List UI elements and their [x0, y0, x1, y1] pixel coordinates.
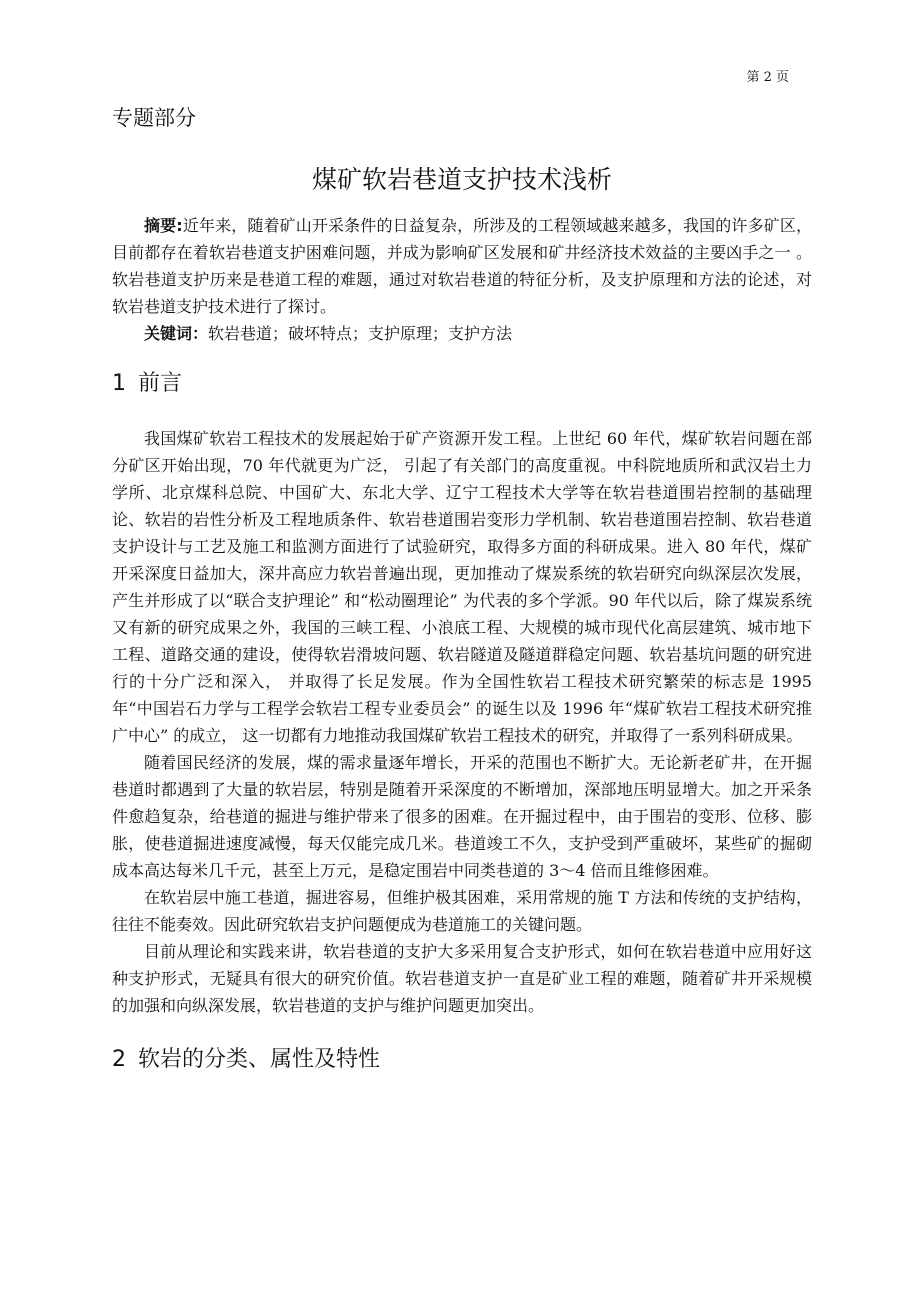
- keywords-paragraph: [112, 320, 812, 347]
- keywords-label: 关键词：: [144, 324, 209, 343]
- document-title: 煤矿软岩巷道支护技术浅析: [311, 165, 612, 194]
- document-body: [112, 104, 812, 1101]
- section-number: 1: [112, 371, 126, 396]
- abstract-label: 摘要:: [144, 216, 183, 235]
- abstract-text: 近年来，随着矿山开采条件的日益复杂，所涉及的工程领域越来越多，我国的许多矿区，目前都存在着软岩巷道支护困难问题，并成为影响矿区发展和矿井经济技术效益的主要凶手之一 。软岩巷道支护历来是巷道工程的难题，通过对软岩巷道的特征分析，及支护原理和方法的论述，对软岩巷道支护技术进行了探讨。: [112, 216, 812, 316]
- section-label: 专题部分: [112, 106, 196, 130]
- body-paragraph: 我国煤矿软岩工程技术的发展起始于矿产资源开发工程。上世纪 60 年代，煤矿软岩问题在部分矿区开始出现，70 年代就更为广泛， 引起了有关部门的高度重视。中科院地质所和武汉岩土力学所、北京煤科总院、中国矿大、东北大学、辽宁工程技术大学等在软岩巷道围岩控制的基础理论、软岩的岩性分析及工程地质条件、软岩巷道围岩变形力学机制、软岩巷道围岩控制、软岩巷道支护设计与工艺及施工和监测方面进行了试验研究，取得多方面的科研成果。进入 80 年代，煤矿开采深度日益加大，深井高应力软岩普遍出现，更加推动了煤炭系统的软岩研究向纵深层次发展，产生并形成了以“联合支护理论” 和“松动圈理论” 为代表的多个学派。90 年代以后，除了煤炭系统又有新的研究成果之外，我国的三峡工程、小浪底工程、大规模的城市现代化高层建筑、城市地下工程、道路交通的建设，使得软岩滑坡问题、软岩隧道及隧道群稳定问题、软岩基坑问题的研究进行的十分广泛和深入， 并取得了长足发展。作为全国性软岩工程技术研究繁荣的标志是 1995 年“中国岩石力学与工程学会软岩工程专业委员会” 的诞生以及 1996 年“煤矿软岩工程技术研究推广中心” 的成立， 这一切都有力地推动我国煤矿软岩工程技术的研究，并取得了一系列科研成果。: [112, 429, 812, 745]
- body-paragraph: 在软岩层中施工巷道，掘进容易，但维护极其困难，采用常规的施 T 方法和传统的支护结构，往往不能奏效。因此研究软岩支护问题便成为巷道施工的关键问题。: [112, 888, 812, 934]
- section-title: 前言: [138, 371, 183, 396]
- abstract-paragraph: [112, 212, 812, 320]
- body-paragraph: 随着国民经济的发展，煤的需求量逐年增长，开采的范围也不断扩大。无论新老矿井，在开掘巷道时都遇到了大量的软岩层，特别是随着开采深度的不断增加，深部地压明显增大。加之开采条件愈趋复杂，给巷道的掘进与维护带来了很多的困难。在开掘过程中，由于围岩的变形、位移、膨胀，使巷道掘进速度减慢，每天仅能完成几米。巷道竣工不久，支护受到严重破坏，某些矿的掘砌成本高达每米几千元，甚至上万元，是稳定围岩中同类巷道的 3～4 倍而且维修困难。: [112, 753, 812, 880]
- page-number: 第 2 页: [746, 70, 789, 85]
- section-number: 2: [112, 1047, 126, 1072]
- section-heading-1: [112, 369, 812, 399]
- body-paragraph: 目前从理论和实践来讲，软岩巷道的支护大多采用复合支护形式，如何在软岩巷道中应用好这种支护形式，无疑具有很大的研究价值。软岩巷道支护一直是矿业工程的难题，随着矿井开采规模的加强和向纵深发展，软岩巷道的支护与维护问题更加突出。: [112, 942, 812, 1015]
- section-title: 软岩的分类、属性及特性: [138, 1047, 381, 1072]
- keywords-text: 软岩巷道；破坏特点；支护原理；支护方法: [208, 324, 513, 343]
- section-heading-2: [112, 1045, 812, 1075]
